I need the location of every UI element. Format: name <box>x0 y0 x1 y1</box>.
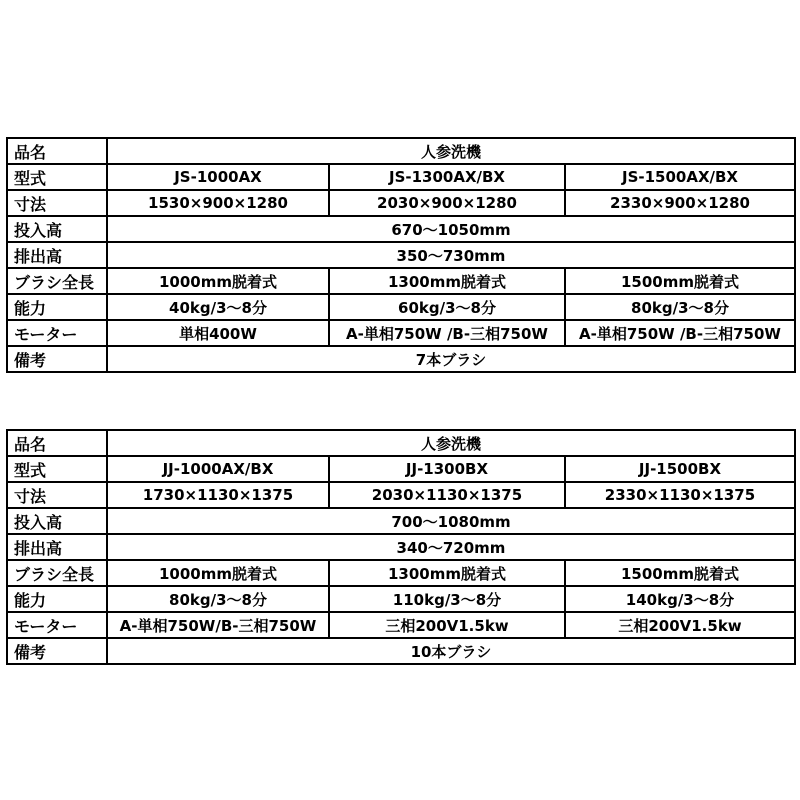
row-product-name <box>7 138 795 164</box>
row-product-name <box>7 430 795 456</box>
row-label: 備考 <box>7 638 107 664</box>
model-cell: JJ-1000AX/BX <box>107 456 329 482</box>
row-label: 型式 <box>7 164 107 190</box>
product-name-cell: 人参洗機 <box>107 430 795 456</box>
row-label: 型式 <box>7 456 107 482</box>
row-remarks <box>7 346 795 372</box>
row-label: 投入高 <box>7 216 107 242</box>
motor-cell: 三相200V1.5kw <box>565 612 795 638</box>
motor-cell: 単相400W <box>107 320 329 346</box>
output-height-cell: 350〜730mm <box>107 242 795 268</box>
motor-cell: A-単相750W /B-三相750W <box>329 320 565 346</box>
row-label: ブラシ全長 <box>7 268 107 294</box>
dimensions-cell: 2030×900×1280 <box>329 190 565 216</box>
dimensions-cell: 2030×1130×1375 <box>329 482 565 508</box>
dimensions-cell: 2330×1130×1375 <box>565 482 795 508</box>
row-motor <box>7 320 795 346</box>
row-label: 寸法 <box>7 190 107 216</box>
brush-length-cell: 1000mm脱着式 <box>107 268 329 294</box>
row-brush-length <box>7 268 795 294</box>
spec-table-1 <box>6 137 796 373</box>
capacity-cell: 40kg/3〜8分 <box>107 294 329 320</box>
brush-length-cell: 1500mm脱着式 <box>565 560 795 586</box>
spec-table-2 <box>6 429 796 665</box>
motor-cell: A-単相750W /B-三相750W <box>565 320 795 346</box>
row-input-height <box>7 216 795 242</box>
capacity-cell: 140kg/3〜8分 <box>565 586 795 612</box>
input-height-cell: 700〜1080mm <box>107 508 795 534</box>
row-label: モーター <box>7 320 107 346</box>
row-input-height <box>7 508 795 534</box>
row-label: 備考 <box>7 346 107 372</box>
dimensions-cell: 1730×1130×1375 <box>107 482 329 508</box>
row-label: 排出高 <box>7 534 107 560</box>
motor-cell: 三相200V1.5kw <box>329 612 565 638</box>
model-cell: JS-1000AX <box>107 164 329 190</box>
row-label: 品名 <box>7 138 107 164</box>
brush-length-cell: 1000mm脱着式 <box>107 560 329 586</box>
dimensions-cell: 1530×900×1280 <box>107 190 329 216</box>
row-model <box>7 164 795 190</box>
row-output-height <box>7 242 795 268</box>
row-label: 投入高 <box>7 508 107 534</box>
row-model <box>7 456 795 482</box>
row-label: 寸法 <box>7 482 107 508</box>
row-motor <box>7 612 795 638</box>
motor-cell: A-単相750W/B-三相750W <box>107 612 329 638</box>
row-label: モーター <box>7 612 107 638</box>
row-dimensions <box>7 482 795 508</box>
model-cell: JS-1300AX/BX <box>329 164 565 190</box>
brush-length-cell: 1300mm脱着式 <box>329 268 565 294</box>
row-output-height <box>7 534 795 560</box>
row-dimensions <box>7 190 795 216</box>
row-label: 能力 <box>7 586 107 612</box>
capacity-cell: 80kg/3〜8分 <box>107 586 329 612</box>
row-capacity <box>7 586 795 612</box>
capacity-cell: 80kg/3〜8分 <box>565 294 795 320</box>
capacity-cell: 60kg/3〜8分 <box>329 294 565 320</box>
model-cell: JS-1500AX/BX <box>565 164 795 190</box>
row-brush-length <box>7 560 795 586</box>
brush-length-cell: 1500mm脱着式 <box>565 268 795 294</box>
dimensions-cell: 2330×900×1280 <box>565 190 795 216</box>
row-label: ブラシ全長 <box>7 560 107 586</box>
product-name-cell: 人参洗機 <box>107 138 795 164</box>
row-capacity <box>7 294 795 320</box>
row-label: 排出高 <box>7 242 107 268</box>
row-remarks <box>7 638 795 664</box>
model-cell: JJ-1300BX <box>329 456 565 482</box>
brush-length-cell: 1300mm脱着式 <box>329 560 565 586</box>
model-cell: JJ-1500BX <box>565 456 795 482</box>
remarks-cell: 7本ブラシ <box>107 346 795 372</box>
capacity-cell: 110kg/3〜8分 <box>329 586 565 612</box>
row-label: 品名 <box>7 430 107 456</box>
remarks-cell: 10本ブラシ <box>107 638 795 664</box>
input-height-cell: 670〜1050mm <box>107 216 795 242</box>
row-label: 能力 <box>7 294 107 320</box>
output-height-cell: 340〜720mm <box>107 534 795 560</box>
